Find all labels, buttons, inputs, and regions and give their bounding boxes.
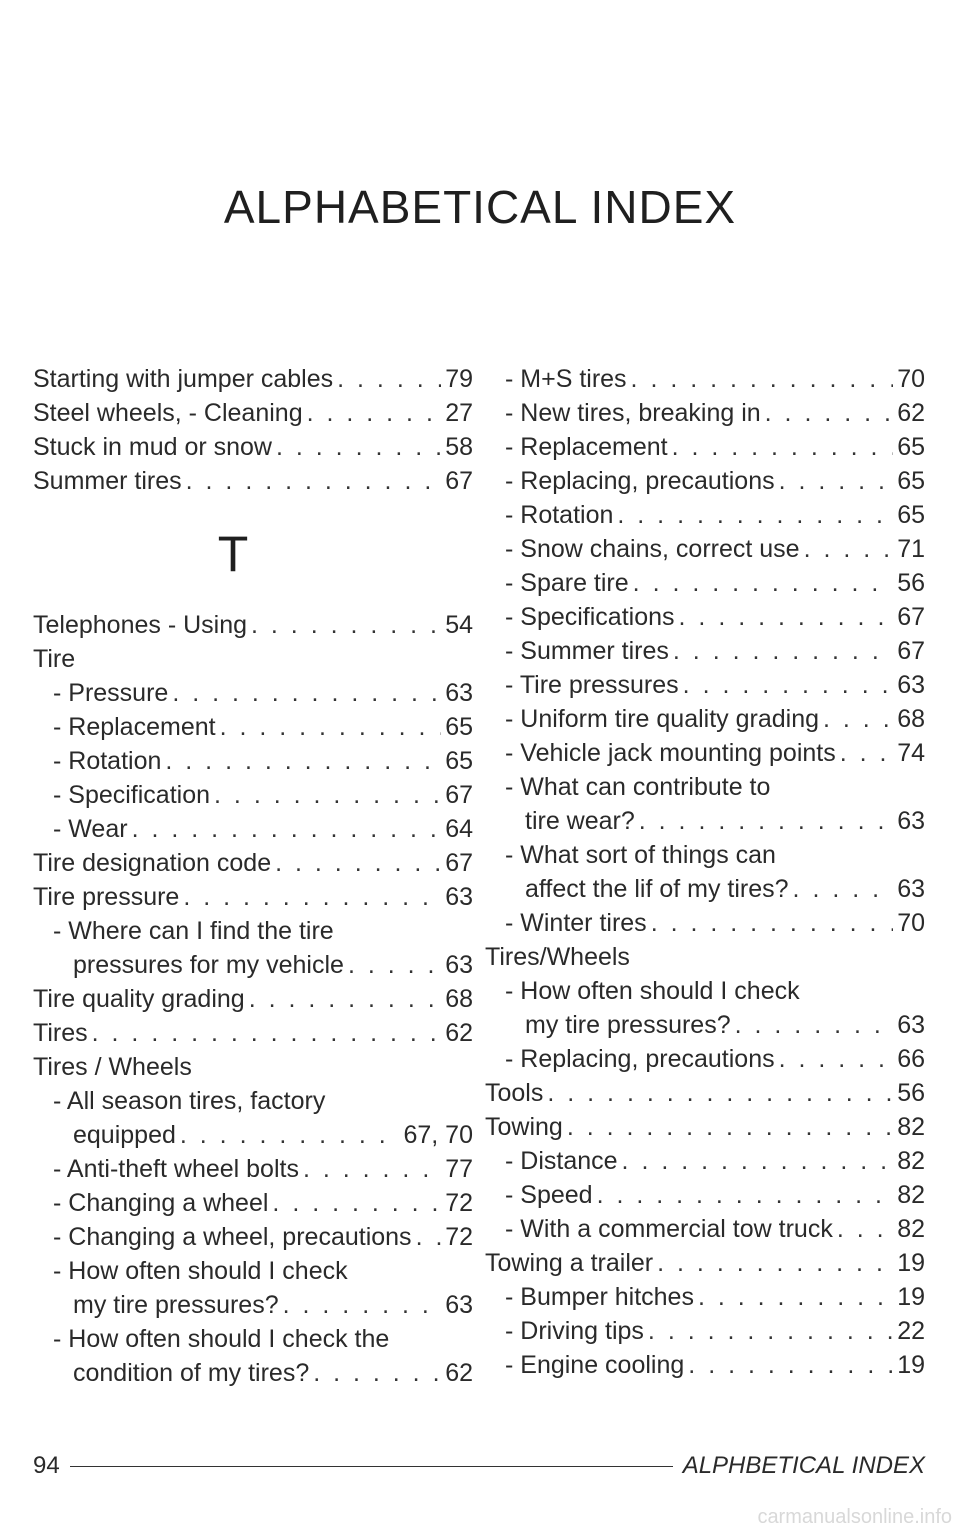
entry-page: 82: [897, 1215, 925, 1243]
entry-label: - Replacement: [505, 433, 668, 461]
index-entry: [33, 982, 473, 1016]
page-footer: [33, 1452, 925, 1480]
entry-page: 70: [897, 365, 925, 393]
index-subentry: [505, 1144, 925, 1178]
index-subentry: [505, 634, 925, 668]
section-letter: T: [217, 526, 249, 582]
entry-label: - Specifications: [505, 603, 675, 631]
index-column-left: [33, 362, 473, 1390]
index-subentry: [505, 668, 925, 702]
entry-label: Towing a trailer: [485, 1249, 654, 1277]
index-subentry: [505, 906, 925, 940]
entry-label: Stuck in mud or snow: [33, 433, 272, 461]
entry-label: - Wear: [53, 815, 128, 843]
entry-page: 56: [897, 1079, 925, 1107]
index-subentry: [33, 812, 473, 846]
entry-page: 68: [445, 985, 473, 1013]
index-subentry: [505, 1280, 925, 1314]
entry-label: Tire quality grading: [33, 985, 245, 1013]
entry-page: 63: [445, 679, 473, 707]
entry-page: 62: [445, 1019, 473, 1047]
entry-page: 77: [445, 1155, 473, 1183]
entry-label: - Replacing, precautions: [505, 1045, 775, 1073]
entry-label: - Pressure: [53, 679, 169, 707]
entry-page: 54: [445, 611, 473, 639]
entry-page: 58: [445, 433, 473, 461]
index-subentry-cont: [33, 1118, 473, 1152]
entry-page: 63: [897, 875, 925, 903]
index-entry: [33, 846, 473, 880]
entry-page: 66: [897, 1045, 925, 1073]
entry-page: 63: [445, 951, 473, 979]
entry-label: Summer tires: [33, 467, 182, 495]
entry-page: 67, 70: [403, 1121, 473, 1149]
index-subentry: [505, 600, 925, 634]
entry-page: 63: [897, 807, 925, 835]
index-subentry-cont: [33, 1356, 473, 1390]
index-subentry-cont: [33, 948, 473, 982]
index-entry: [33, 880, 473, 914]
index-entry: [33, 464, 473, 498]
entry-label: - Snow chains, correct use: [505, 535, 800, 563]
index-subentry: [33, 914, 473, 948]
entry-label: - How often should I check: [53, 1257, 348, 1285]
entry-label: - Uniform tire quality grading: [505, 705, 820, 733]
entry-label: affect the lif of my tires?: [525, 875, 789, 903]
index-subentry-cont: [505, 804, 925, 838]
entry-label: Tire pressure: [33, 883, 180, 911]
entry-page: 56: [897, 569, 925, 597]
entry-label: - Speed: [505, 1181, 593, 1209]
entry-label: - Winter tires: [505, 909, 647, 937]
entry-label: - Where can I find the tire: [53, 917, 334, 945]
entry-page: 63: [445, 883, 473, 911]
entry-label: Steel wheels, - Cleaning: [33, 399, 303, 427]
index-subentry: [505, 498, 925, 532]
index-entry: [33, 362, 473, 396]
footer-rule: [70, 1466, 673, 1467]
entry-page: 63: [445, 1291, 473, 1319]
index-subentry: [505, 1314, 925, 1348]
index-subentry: [505, 1212, 925, 1246]
index-subentry: [505, 770, 925, 804]
entry-label: - Changing a wheel, precautions: [53, 1223, 412, 1251]
index-subentry: [33, 1152, 473, 1186]
index-subentry-cont: [505, 872, 925, 906]
entry-label: - Rotation: [53, 747, 162, 775]
entry-page: 82: [897, 1181, 925, 1209]
index-subentry-cont: [505, 1008, 925, 1042]
entry-label: condition of my tires?: [73, 1359, 310, 1387]
entry-label: - Spare tire: [505, 569, 629, 597]
index-subentry: [33, 710, 473, 744]
entry-label: - What sort of things can: [505, 841, 776, 869]
entry-label: pressures for my vehicle: [73, 951, 344, 979]
index-subentry-cont: [33, 1288, 473, 1322]
index-entry: [33, 430, 473, 464]
index-subentry: [33, 744, 473, 778]
entry-label: equipped: [73, 1121, 176, 1149]
index-subentry: [33, 778, 473, 812]
index-subentry: [33, 1220, 473, 1254]
index-entry: [33, 608, 473, 642]
entry-page: 71: [897, 535, 925, 563]
entry-page: 79: [445, 365, 473, 393]
index-subentry: [505, 1348, 925, 1382]
entry-label: - New tires, breaking in: [505, 399, 761, 427]
entry-label: Tire designation code: [33, 849, 272, 877]
entry-page: 19: [897, 1283, 925, 1311]
entry-label: - How often should I check: [505, 977, 800, 1005]
entry-label: my tire pressures?: [525, 1011, 731, 1039]
entry-label: - Engine cooling: [505, 1351, 685, 1379]
entry-page: 64: [445, 815, 473, 843]
entry-page: 82: [897, 1147, 925, 1175]
entry-page: 72: [445, 1189, 473, 1217]
index-entry: [33, 396, 473, 430]
index-subentry: [505, 464, 925, 498]
page-number: 94: [33, 1452, 60, 1479]
entry-page: 67: [445, 467, 473, 495]
entry-label: - Summer tires: [505, 637, 669, 665]
entry-label: - All season tires, factory: [53, 1087, 326, 1115]
index-heading: [33, 1050, 473, 1084]
entry-label: Tires/Wheels: [485, 943, 630, 971]
entry-page: 65: [445, 713, 473, 741]
index-subentry: [505, 430, 925, 464]
index-subentry: [33, 676, 473, 710]
index-subentry: [33, 1186, 473, 1220]
entry-page: 67: [897, 637, 925, 665]
entry-label: - Rotation: [505, 501, 614, 529]
index-subentry: [33, 1322, 473, 1356]
entry-label: Telephones - Using: [33, 611, 248, 639]
entry-page: 62: [897, 399, 925, 427]
entry-page: 62: [445, 1359, 473, 1387]
entry-page: 27: [445, 399, 473, 427]
entry-label: - Vehicle jack mounting points: [505, 739, 836, 767]
entry-label: Towing: [485, 1113, 563, 1141]
index-subentry: [505, 702, 925, 736]
entry-label: Tire: [33, 645, 76, 673]
entry-page: 67: [445, 849, 473, 877]
entry-page: 67: [897, 603, 925, 631]
entry-label: - What can contribute to: [505, 773, 771, 801]
entry-page: 63: [897, 671, 925, 699]
index-subentry: [505, 1042, 925, 1076]
entry-label: - With a commercial tow truck: [505, 1215, 833, 1243]
entry-label: my tire pressures?: [73, 1291, 279, 1319]
index-entry: [485, 1110, 925, 1144]
index-subentry: [505, 838, 925, 872]
page-title: ALPHABETICAL INDEX: [223, 181, 737, 233]
entry-label: - Distance: [505, 1147, 618, 1175]
footer-title: ALPHBETICAL INDEX: [682, 1452, 925, 1479]
entry-label: - Replacement: [53, 713, 216, 741]
index-heading: [33, 642, 473, 676]
entry-label: - M+S tires: [505, 365, 627, 393]
entry-label: - Bumper hitches: [505, 1283, 694, 1311]
entry-page: 65: [445, 747, 473, 775]
entry-page: 19: [897, 1249, 925, 1277]
entry-page: 63: [897, 1011, 925, 1039]
index-subentry: [505, 566, 925, 600]
entry-page: 70: [897, 909, 925, 937]
entry-label: - Changing a wheel: [53, 1189, 269, 1217]
entry-label: - Anti-theft wheel bolts: [53, 1155, 299, 1183]
index-column-right: [485, 362, 925, 1382]
index-subentry: [505, 736, 925, 770]
entry-page: 19: [897, 1351, 925, 1379]
entry-page: 72: [445, 1223, 473, 1251]
entry-page: 65: [897, 433, 925, 461]
entry-page: 68: [897, 705, 925, 733]
entry-label: tire wear?: [525, 807, 635, 835]
index-subentry: [505, 974, 925, 1008]
index-entry: [33, 1016, 473, 1050]
entry-page: 22: [897, 1317, 925, 1345]
entry-label: - Tire pressures: [505, 671, 679, 699]
entry-page: 74: [897, 739, 925, 767]
entry-label: - Replacing, precautions: [505, 467, 775, 495]
entry-label: - Specification: [53, 781, 211, 809]
watermark: carmanualsonline.info: [757, 1506, 952, 1528]
index-subentry: [33, 1084, 473, 1118]
entry-page: 67: [445, 781, 473, 809]
index-subentry: [505, 396, 925, 430]
entry-page: 65: [897, 501, 925, 529]
index-subentry: [505, 1178, 925, 1212]
index-subentry: [33, 1254, 473, 1288]
entry-label: - How often should I check the: [53, 1325, 390, 1353]
entry-label: - Driving tips: [505, 1317, 644, 1345]
entry-label: Tires / Wheels: [33, 1053, 192, 1081]
entry-page: 82: [897, 1113, 925, 1141]
index-entry: [485, 1076, 925, 1110]
entry-page: 65: [897, 467, 925, 495]
index-subentry: [505, 362, 925, 396]
index-subentry: [505, 532, 925, 566]
entry-label: Tools: [485, 1079, 544, 1107]
index-heading: [485, 940, 925, 974]
index-entry: [485, 1246, 925, 1280]
entry-label: Tires: [33, 1019, 88, 1047]
entry-label: Starting with jumper cables: [33, 365, 334, 393]
